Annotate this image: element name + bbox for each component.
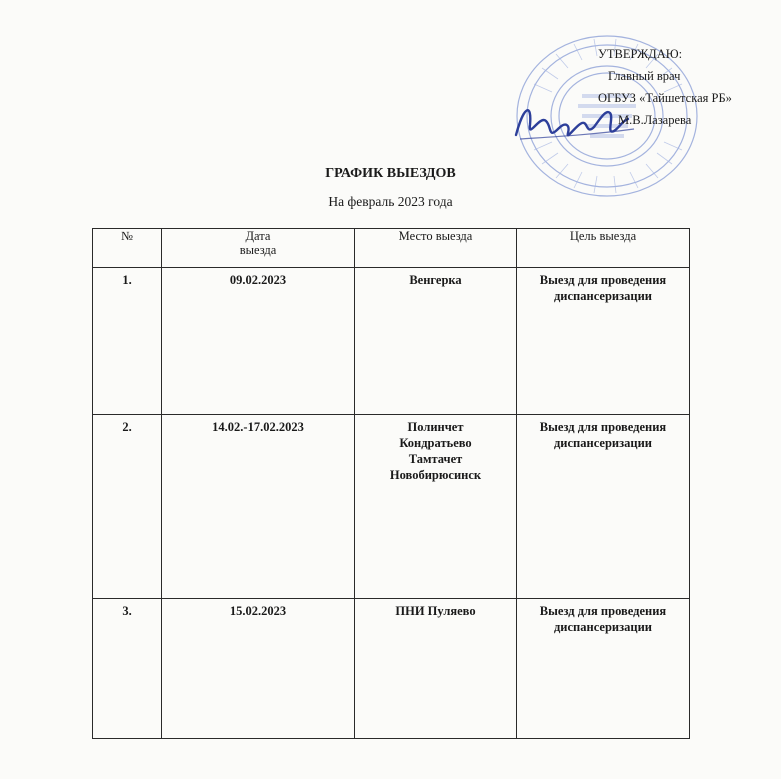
place-line: ПНИ Пуляево xyxy=(395,604,476,618)
row-number: 2. xyxy=(93,415,162,599)
approval-signatory: М.В.Лазарева xyxy=(618,113,692,127)
goal-line: Выезд для проведения xyxy=(539,604,667,618)
row-place xyxy=(355,415,517,599)
header-date-line1: Дата xyxy=(245,229,271,243)
header-date-line2: выезда xyxy=(239,243,277,257)
row-goal xyxy=(517,268,690,415)
header-goal: Цель выезда xyxy=(517,229,690,268)
header-place: Место выезда xyxy=(355,229,517,268)
row-place xyxy=(355,599,517,739)
schedule-table xyxy=(92,228,690,739)
row-number: 1. xyxy=(93,268,162,415)
document-title: ГРАФИК ВЫЕЗДОВ xyxy=(325,166,456,181)
place-line: Полинчет xyxy=(407,420,464,434)
approval-heading: УТВЕРЖДАЮ: xyxy=(598,47,683,61)
goal-line: Выезд для проведения xyxy=(539,273,667,287)
row-number: 3. xyxy=(93,599,162,739)
place-line: Венгерка xyxy=(409,273,462,287)
header-number: № xyxy=(93,229,162,268)
row-date: 15.02.2023 xyxy=(162,599,355,739)
table-header-row xyxy=(93,229,690,268)
goal-line: диспансеризации xyxy=(553,289,652,303)
row-goal xyxy=(517,599,690,739)
header-date xyxy=(162,229,355,268)
row-goal xyxy=(517,415,690,599)
document-subtitle: На февраль 2023 года xyxy=(328,194,453,209)
approval-position: Главный врач xyxy=(608,69,681,83)
row-date: 14.02.-17.02.2023 xyxy=(162,415,355,599)
row-date: 09.02.2023 xyxy=(162,268,355,415)
row-place xyxy=(355,268,517,415)
place-line: Тамтачет xyxy=(408,452,463,466)
goal-line: Выезд для проведения xyxy=(539,420,667,434)
table-row xyxy=(93,415,690,599)
place-line: Новобирюсинск xyxy=(389,468,482,482)
table-row xyxy=(93,599,690,739)
goal-line: диспансеризации xyxy=(553,436,652,450)
place-line: Кондратьево xyxy=(399,436,472,450)
table-row xyxy=(93,268,690,415)
goal-line: диспансеризации xyxy=(553,620,652,634)
approval-organization: ОГБУЗ «Тайшетская РБ» xyxy=(598,91,732,105)
